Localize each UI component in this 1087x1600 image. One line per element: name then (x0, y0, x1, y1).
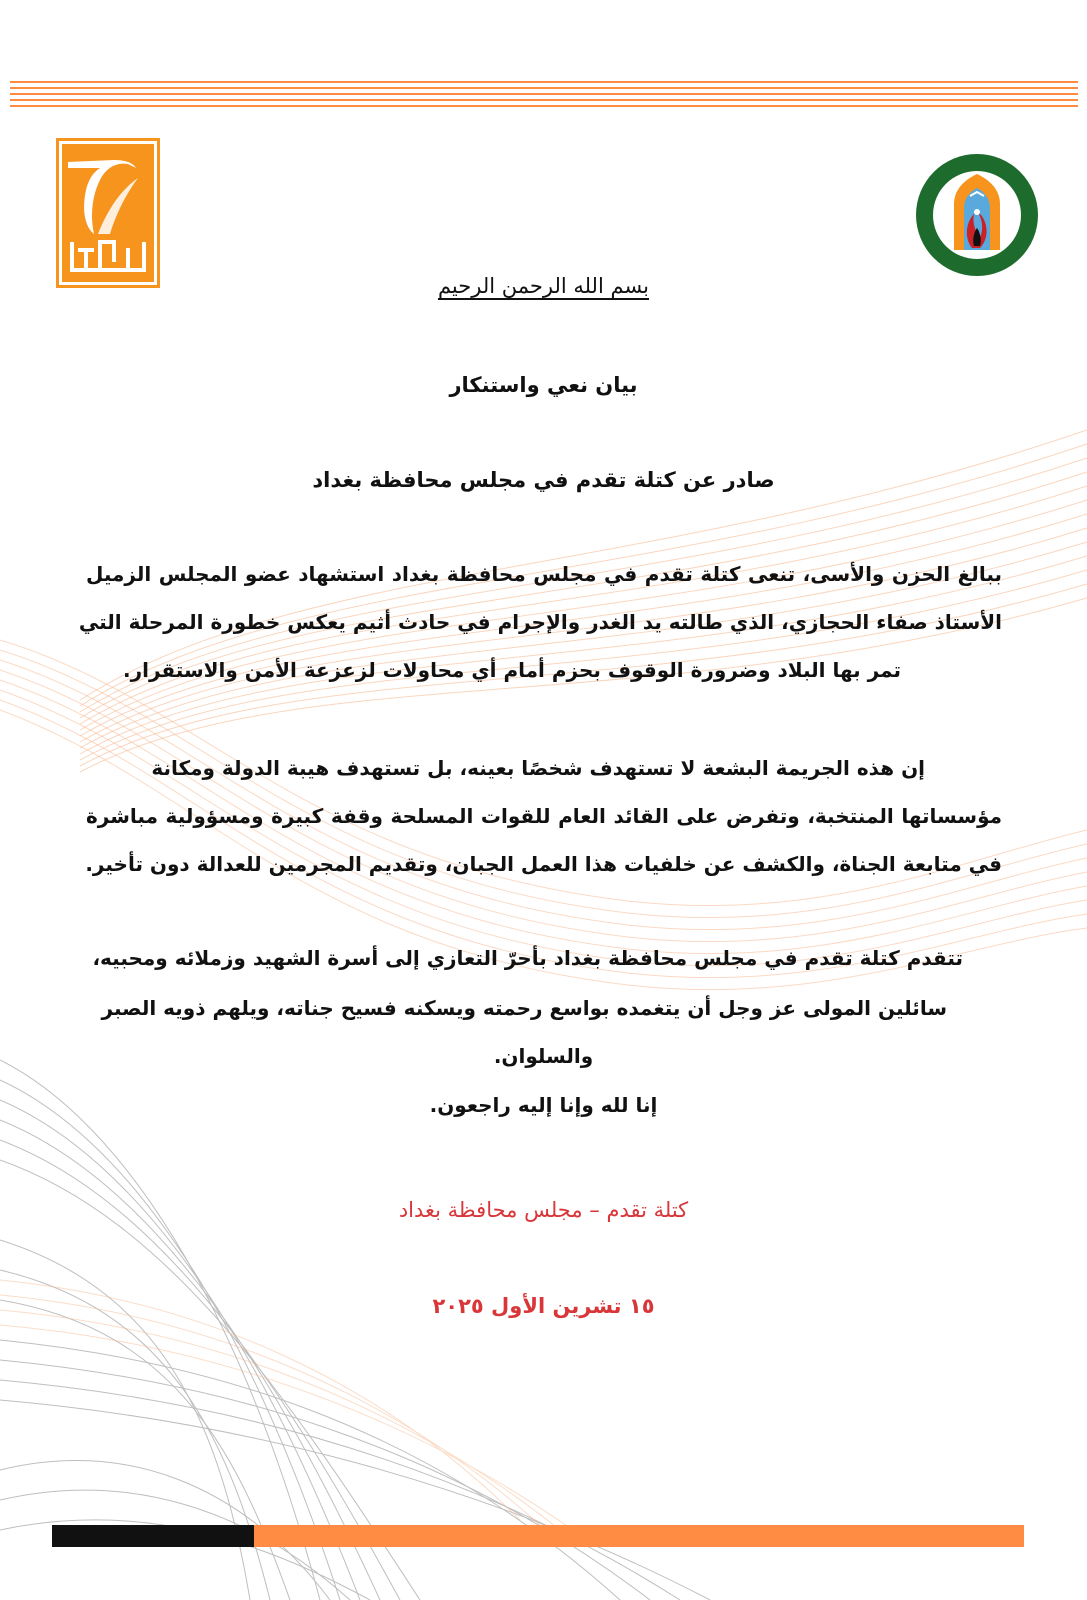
paragraph2-line1: إن هذه الجريمة البشعة لا تستهدف شخصًا بعينه، بل تستهدف هيبة الدولة ومكانة (151, 756, 925, 780)
paragraph1-line1: ببالغ الحزن والأسى، تنعى كتلة تقدم في مجلس محافظة بغداد استشهاد عضو المجلس الزميل (86, 562, 1002, 586)
condolence-verse: إنا لله وإنا إليه راجعون. (429, 1093, 658, 1117)
paragraph1-line3: تمر بها البلاد وضرورة الوقوف بحزم أمام أي محاولات لزعزعة الأمن والاستقرار. (122, 658, 901, 682)
paragraph3-line3: والسلوان. (493, 1044, 594, 1068)
basmala-heading: بسم الله الرحمن الرحيم (437, 274, 650, 298)
paragraph2-line2: مؤسساتها المنتخبة، وتفرض على القائد العام للقوات المسلحة وقفة كبيرة ومسؤولية مباشرة (86, 804, 1002, 828)
tishreen-orange-logo-icon (56, 138, 160, 288)
statement-title: بيان نعي واستنكار (449, 373, 638, 397)
paragraph3-line2: سائلين المولى عز وجل أن يتغمده بواسع رحمته ويسكنه فسيح جناته، ويلهم ذويه الصبر (101, 996, 947, 1020)
paragraph3-line1: تتقدم كتلة تقدم في مجلس محافظة بغداد بأحرّ التعازي إلى أسرة الشهيد وزملائه ومحبيه، (92, 946, 963, 970)
header-stripes (10, 80, 1078, 110)
paragraph1-line2: الأستاذ صفاء الحجازي، الذي طالته يد الغدر والإجرام في حادث أثيم يعكس خطورة المرحلة التي (78, 610, 1002, 634)
statement-subtitle: صادر عن كتلة تقدم في مجلس محافظة بغداد (312, 468, 775, 492)
paragraph2-line3: في متابعة الجناة، والكشف عن خلفيات هذا العمل الجبان، وتقديم المجرمين للعدالة دون تأخير. (85, 852, 1002, 876)
footer-bar (52, 1525, 1024, 1547)
signature-line: كتلة تقدم – مجلس محافظة بغداد (398, 1198, 689, 1222)
footer-bar-orange-segment (254, 1525, 1024, 1547)
baghdad-provincial-council-seal-icon (914, 152, 1040, 278)
footer-bar-black-segment (52, 1525, 254, 1547)
statement-date: ١٥ تشرين الأول ٢٠٢٥ (432, 1294, 655, 1318)
